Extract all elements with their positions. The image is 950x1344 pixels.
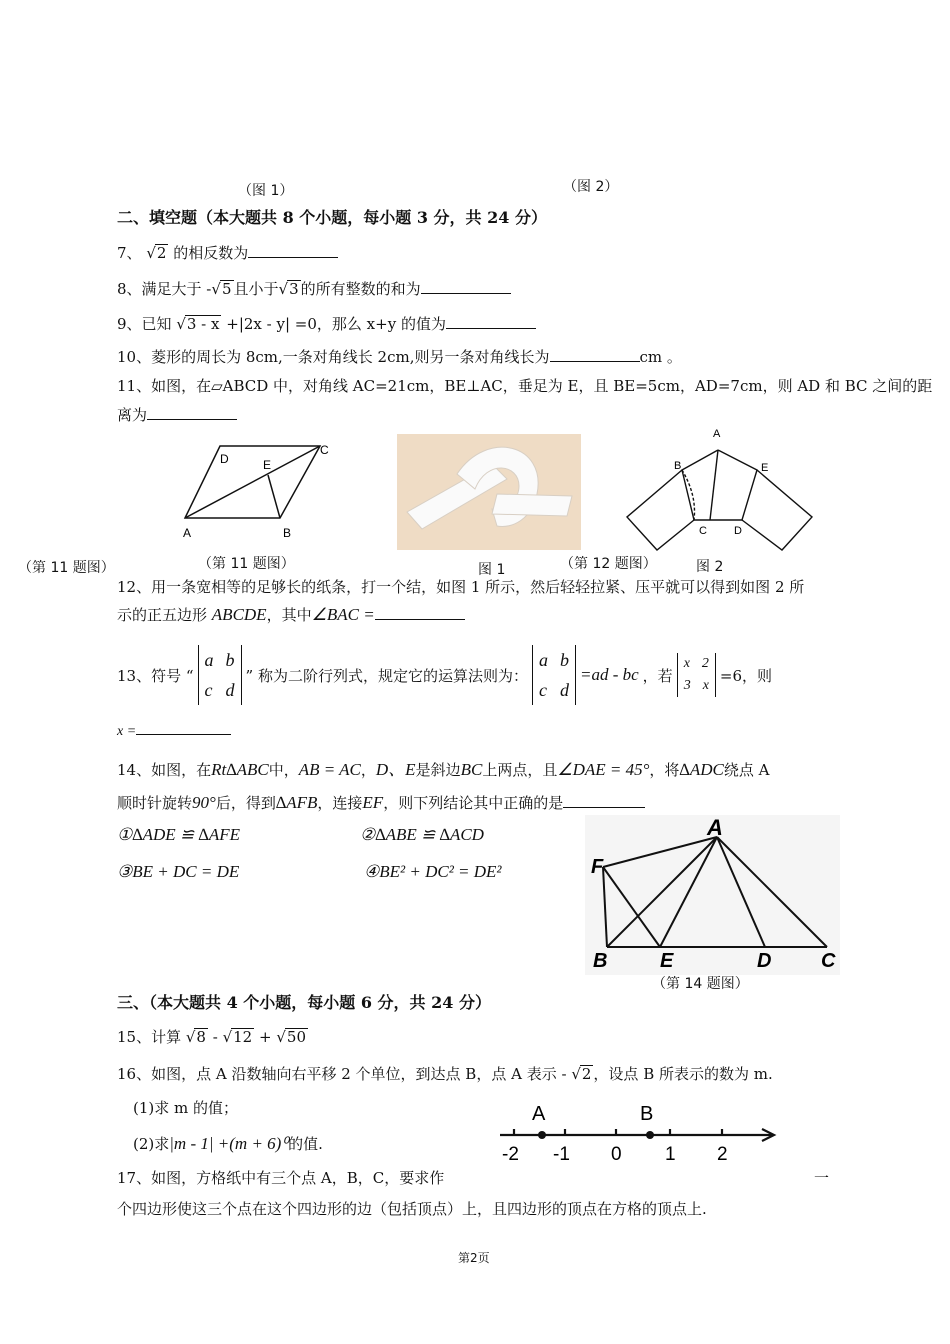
section-2-title: 二、填空题（本大题共 8 个小题，每小题 3 分，共 24 分） bbox=[117, 208, 547, 227]
figure-2-caption: （图 2） bbox=[563, 179, 619, 195]
paper-knot-photo bbox=[397, 434, 581, 550]
q14-option-4: ④BE² + DC² = DE² bbox=[364, 862, 502, 881]
figure-2-pentagon-caption: 图 2 bbox=[696, 559, 724, 575]
question-16: 16、如图，点 A 沿数轴向右平移 2 个单位，到达点 B，点 A 表示 - √2 ，设点 B 所表示的数为 m. bbox=[117, 1065, 773, 1083]
determinant-rule: a b c d bbox=[532, 645, 576, 705]
question-16-part-1: (1)求 m 的值； bbox=[133, 1099, 239, 1117]
label-D: D bbox=[220, 452, 229, 466]
q11-left-caption: （第 11 题图） bbox=[18, 560, 115, 576]
section-3-title: 三、（本大题共 4 个小题，每小题 6 分，共 24 分） bbox=[117, 993, 491, 1012]
question-17-line2: 个四边形使这三个点在这个四边形的边（包括顶点）上，且四边形的顶点在方格的顶点上. bbox=[117, 1200, 707, 1218]
q12-caption: （第 12 题图） bbox=[560, 556, 657, 572]
question-17-tail: 一 bbox=[814, 1169, 830, 1187]
question-11-line1: 11、如图，在▱ABCD 中，对角线 AC=21cm，BE⊥AC，垂足为 E，且 BE=5cm，AD=7cm，则 AD 和 BC 之间的距 bbox=[117, 377, 933, 395]
question-8: 8、满足大于 -√5 且小于√3 的所有整数的和为 bbox=[117, 278, 511, 299]
question-14-line2: 顺时针旋转90°后，得到∆AFB，连接EF，则下列结论其中正确的是 bbox=[117, 792, 645, 813]
question-16-part-2: (2)求|m - 1| +(m + 6)⁰的值. bbox=[133, 1134, 323, 1153]
label-C: C bbox=[320, 443, 329, 457]
question-12-line2: 示的正五边形 ABCDE，其中∠BAC = bbox=[117, 604, 465, 625]
point-B-label: B bbox=[640, 1103, 654, 1125]
question-12-line1: 12、用一条宽相等的足够长的纸条，打一个结，如图 1 所示，然后轻轻拉紧、压平就可以得到如图 2 所 bbox=[117, 578, 805, 596]
question-17-line1: 17、如图，方格纸中有三个点 A，B，C，要求作 bbox=[117, 1169, 445, 1187]
determinant-symbol: a b c d bbox=[198, 645, 242, 705]
question-10: 10、菱形的周长为 8cm,一条对角线长 2cm,则另一条对角线长为 cm 。 bbox=[117, 348, 682, 366]
label-A: A bbox=[183, 526, 192, 540]
point-B-dot bbox=[646, 1131, 654, 1139]
label-B: B bbox=[283, 526, 292, 540]
tick-label: -2 bbox=[502, 1144, 519, 1165]
label-B: B bbox=[674, 460, 682, 472]
label-B: B bbox=[593, 950, 608, 972]
label-E: E bbox=[263, 458, 272, 472]
label-C: C bbox=[821, 950, 836, 972]
label-A: A bbox=[707, 815, 723, 840]
number-line bbox=[492, 1098, 787, 1168]
figure-1-photo-caption: 图 1 bbox=[478, 562, 506, 578]
question-15: 15、计算 √8 - √12 + √50 bbox=[117, 1028, 306, 1046]
label-E: E bbox=[761, 462, 769, 474]
point-A-dot bbox=[538, 1131, 546, 1139]
tick-label: 1 bbox=[665, 1144, 676, 1165]
label-D: D bbox=[734, 525, 742, 537]
label-D: D bbox=[757, 950, 772, 972]
question-9: 9、已知 √3 - x +|2x - y| =0，那么 x+y 的值为 bbox=[117, 313, 536, 334]
point-A-label: A bbox=[532, 1103, 546, 1125]
question-13-answer: x = bbox=[117, 720, 231, 740]
q14-option-3: ③BE + DC = DE bbox=[117, 862, 240, 881]
q14-caption: （第 14 题图） bbox=[652, 976, 749, 992]
label-F: F bbox=[591, 856, 604, 878]
page-number: 第2页 bbox=[458, 1251, 490, 1265]
pentagon-figure bbox=[622, 425, 822, 560]
tick-label: 2 bbox=[717, 1144, 728, 1165]
tick-label: 0 bbox=[611, 1144, 622, 1165]
label-A: A bbox=[713, 428, 721, 440]
tick-label: -1 bbox=[553, 1144, 570, 1165]
parallelogram-figure bbox=[175, 438, 335, 543]
question-14-line1: 14、如图，在Rt∆ABC中，AB = AC，D、E是斜边BC上两点，且∠DAE = 45°，将∆ADC绕点 A bbox=[117, 760, 770, 779]
question-11-line2: 离为 bbox=[117, 404, 237, 425]
q14-option-2: ②∆ABE ≌ ∆ACD bbox=[360, 825, 484, 844]
label-E: E bbox=[660, 950, 674, 972]
question-13: 13、符号 “ a b c d ” 称为二阶行列式，规定它的运算法则为： a b c d =ad - bc ，若 x 2 3 x =6，则 bbox=[117, 640, 772, 710]
determinant-given: x 2 3 x bbox=[677, 653, 716, 697]
label-C: C bbox=[699, 525, 707, 537]
q11-caption: （第 11 题图） bbox=[198, 556, 295, 572]
q14-triangle-figure bbox=[585, 815, 840, 975]
q14-option-1: ①∆ADE ≌ ∆AFE bbox=[117, 825, 240, 844]
question-7: 7、 √2 的相反数为 bbox=[117, 242, 338, 263]
figure-1-caption: （图 1） bbox=[238, 183, 294, 199]
